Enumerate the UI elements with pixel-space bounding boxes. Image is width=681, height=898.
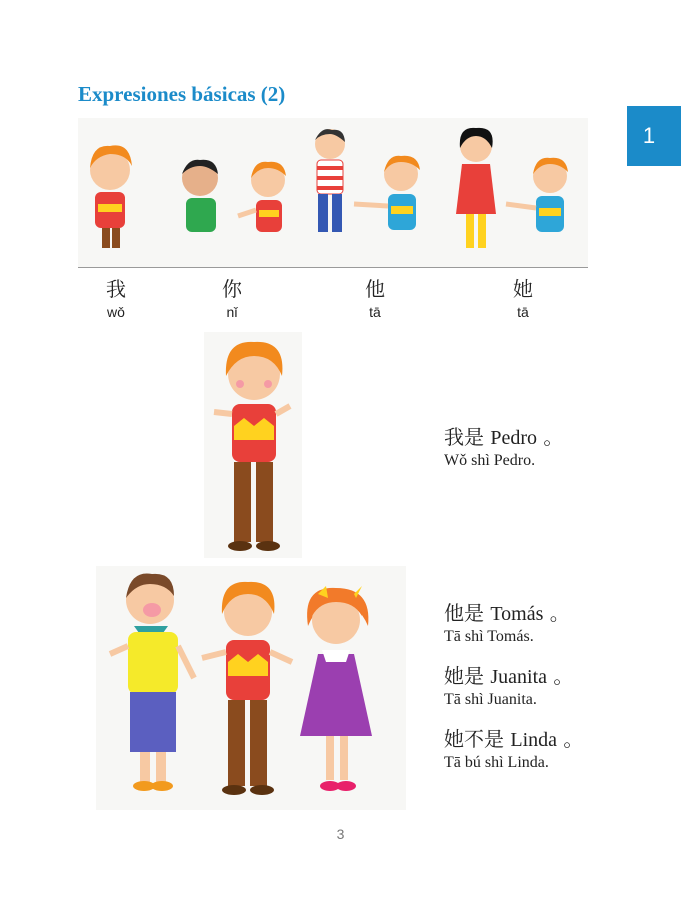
sentence-punct: 。 <box>553 664 574 688</box>
sentence-pinyin: Tā shì Tomás. <box>444 628 534 645</box>
pronoun-hanzi: 他 <box>365 277 385 301</box>
pedro-illustration <box>204 332 302 558</box>
kid-ta-she-illustration <box>456 128 568 248</box>
sentence-hanzi: 她不是 <box>444 727 504 751</box>
kid-wo-illustration <box>90 145 132 248</box>
pronoun-wo <box>86 276 146 322</box>
pronoun-ta-she <box>493 276 553 322</box>
juanita-figure <box>300 586 372 791</box>
pronoun-illustrations <box>78 118 588 268</box>
sentence-punct: 。 <box>549 601 570 625</box>
sentence-2 <box>444 600 570 647</box>
group-illustration <box>96 566 406 810</box>
sentence-name: Tomás <box>490 603 544 625</box>
sentence-pinyin: Tā bú shì Linda. <box>444 754 549 771</box>
pronoun-pinyin: tā <box>369 304 381 320</box>
page-number: 3 <box>336 826 345 842</box>
pronoun-pinyin: nǐ <box>226 304 238 320</box>
sentence-punct: 。 <box>563 727 584 751</box>
sentence-1 <box>444 424 563 471</box>
kid-ni-illustration <box>182 160 286 232</box>
divider-line <box>78 267 588 268</box>
page-title: Expresiones básicas (2) <box>78 82 286 106</box>
sentence-punct: 。 <box>543 425 564 449</box>
sentence-pinyin: Wǒ shì Pedro. <box>444 452 536 469</box>
pronoun-ta-he <box>345 276 405 322</box>
pedro-small-figure <box>202 582 292 795</box>
sentence-hanzi-line <box>444 424 563 451</box>
sentence-name: Juanita <box>490 666 548 688</box>
pronoun-hanzi: 你 <box>222 277 242 301</box>
sentence-name: Pedro <box>490 427 538 449</box>
kid-ta-he-illustration <box>315 129 420 232</box>
sentence-name: Linda <box>510 729 558 751</box>
sentence-pinyin: Tā shì Juanita. <box>444 691 537 708</box>
pronoun-ni <box>202 276 262 322</box>
pronoun-hanzi: 我 <box>106 277 126 301</box>
sentence-hanzi: 我是 <box>444 425 484 449</box>
sentence-hanzi-line <box>444 726 583 753</box>
sentence-hanzi-line <box>444 600 570 627</box>
sentence-hanzi: 她是 <box>444 664 484 688</box>
pronoun-hanzi: 她 <box>513 277 533 301</box>
tomas-figure <box>110 574 194 792</box>
sentence-3 <box>444 663 573 710</box>
pronoun-pinyin: wǒ <box>107 304 125 320</box>
sentence-hanzi: 他是 <box>444 601 484 625</box>
chapter-tab: 1 <box>627 106 681 166</box>
sentence-4 <box>444 726 583 773</box>
pronoun-pinyin: tā <box>517 304 529 320</box>
sentence-hanzi-line <box>444 663 573 690</box>
